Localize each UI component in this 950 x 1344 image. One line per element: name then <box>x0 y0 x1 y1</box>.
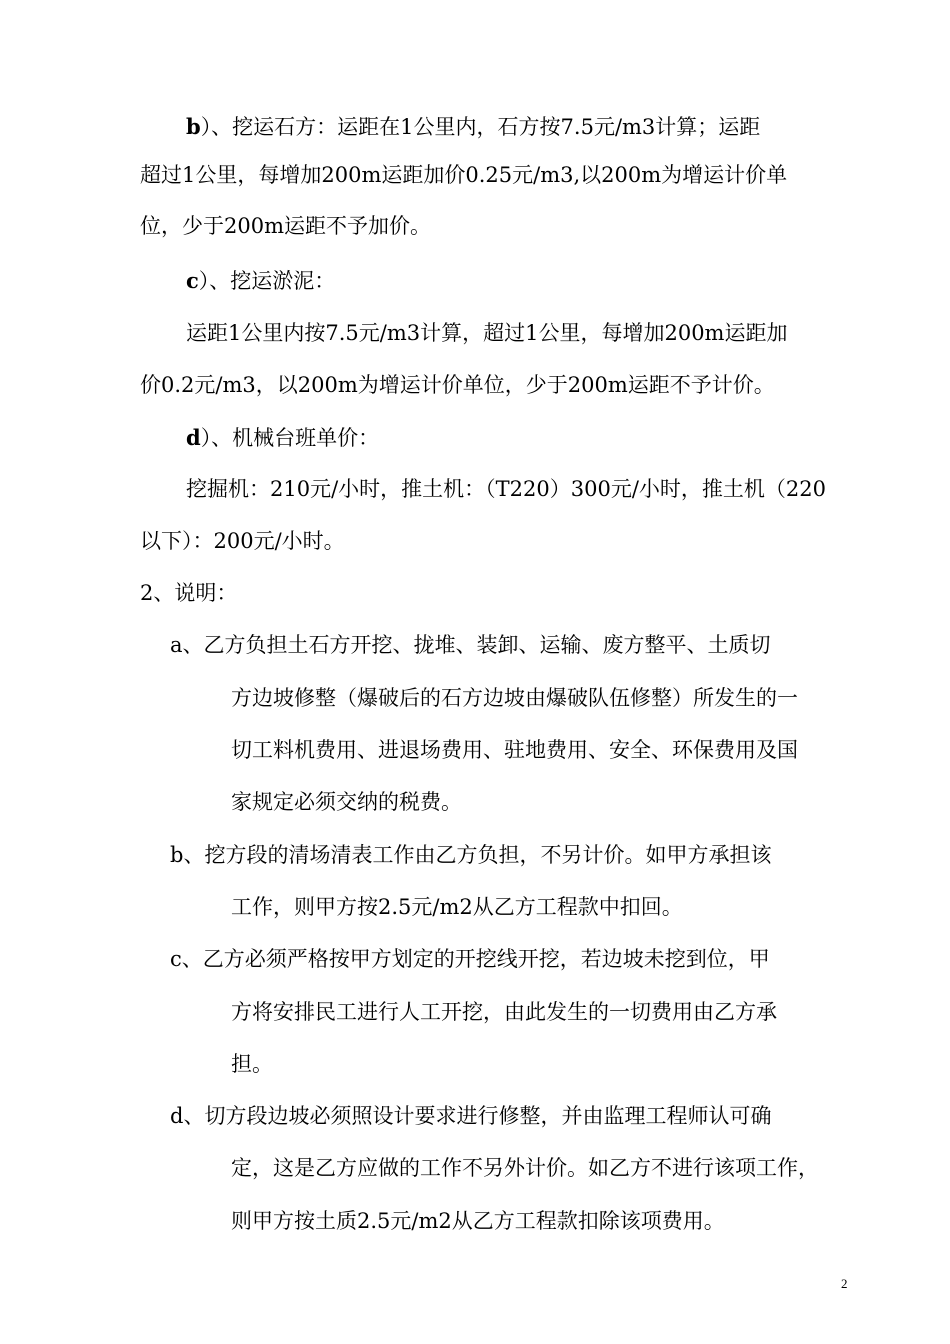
text-line: d、切方段边坡必须照设计要求进行修整，并由监理工程师认可确 <box>170 1104 772 1128</box>
line-text: ）、机械台班单价： <box>200 426 380 450</box>
text-line: c、乙方必须严格按甲方划定的开挖线开挖，若边坡未挖到位，甲 <box>170 947 770 971</box>
text-line: 以下）：200元/小时。 <box>140 529 345 553</box>
text-line: 工作，则甲方按2.5元/m2从乙方工程款中扣回。 <box>231 895 683 919</box>
section-heading: 2、说明： <box>140 581 238 605</box>
text-line: a、乙方负担土石方开挖、拢堆、装卸、运输、废方整平、土质切 <box>170 633 771 657</box>
text-line: 位，少于200m运距不予加价。 <box>140 214 431 238</box>
text-line: 挖掘机：210元/小时，推土机：（T220）300元/小时，推土机（220 <box>186 477 826 501</box>
text-line <box>186 425 379 451</box>
item-prefix: c <box>186 268 199 293</box>
text-line: 切工料机费用、进退场费用、驻地费用、安全、环保费用及国 <box>231 738 798 762</box>
line-text: ）、挖运淤泥： <box>198 269 336 293</box>
text-line: 方边坡修整（爆破后的石方边坡由爆破队伍修整）所发生的一 <box>231 686 798 710</box>
text-line: 家规定必须交纳的税费。 <box>231 790 462 814</box>
text-line: 价0.2元/m3，以200m为增运计价单位，少于200m运距不予计价。 <box>140 373 775 397</box>
text-line: b、挖方段的清场清表工作由乙方负担，不另计价。如甲方承担该 <box>170 843 772 867</box>
text-line <box>186 114 760 140</box>
text-line: 方将安排民工进行人工开挖，由此发生的一切费用由乙方承 <box>231 1000 777 1024</box>
text-line: 超过1公里，每增加200m运距加价0.25元/m3,以200m为增运计价单 <box>140 163 788 187</box>
text-line: 担。 <box>231 1052 273 1076</box>
text-line: 则甲方按土质2.5元/m2从乙方工程款扣除该项费用。 <box>231 1209 725 1233</box>
page-number: 2 <box>841 1276 848 1291</box>
item-prefix: d <box>186 425 201 450</box>
text-line: 定，这是乙方应做的工作不另外计价。如乙方不进行该项工作， <box>231 1156 819 1180</box>
line-text: ）、挖运石方：运距在1公里内，石方按7.5元/m3计算；运距 <box>200 115 761 139</box>
item-prefix: b <box>186 114 201 139</box>
text-line <box>186 268 335 294</box>
text-line: 运距1公里内按7.5元/m3计算，超过1公里，每增加200m运距加 <box>186 321 788 345</box>
